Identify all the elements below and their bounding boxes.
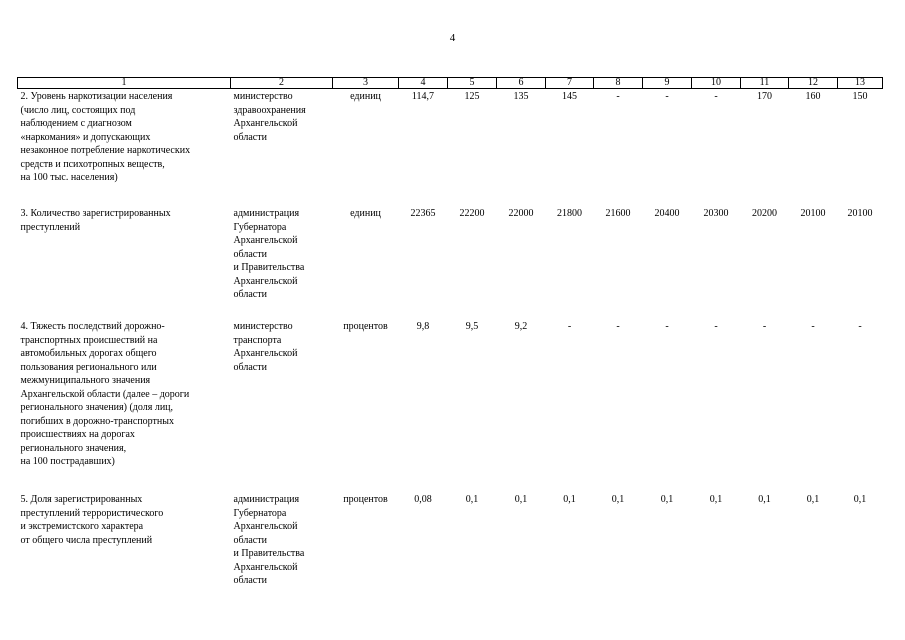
responsible-cell-line: Архангельской (233, 561, 298, 573)
value-cell: 150 (852, 91, 868, 102)
responsible-cell-line: транспорта (233, 334, 282, 346)
indicator-cell-line: преступлений террористического (20, 507, 164, 519)
table-row (18, 89, 883, 208)
responsible-cell-line: администрация (233, 494, 300, 505)
header-cell: 10 (692, 78, 741, 89)
indicator-cell (18, 207, 231, 320)
value-cell: 0,08 (414, 494, 432, 505)
header-row (18, 78, 883, 89)
value-cell: 22000 (508, 208, 534, 219)
value-cell: - (858, 321, 862, 332)
header-cell: 11 (741, 78, 789, 89)
value-cell: - (714, 91, 718, 102)
value-cell: - (665, 91, 669, 102)
value-cell: 0,1 (611, 494, 625, 505)
responsible-cell (231, 89, 333, 208)
value-cell: - (811, 321, 815, 332)
value-cell: 0,1 (514, 494, 528, 505)
header-cell: 4 (399, 78, 448, 89)
header-cell: 7 (546, 78, 594, 89)
table-row (18, 207, 883, 320)
indicator-cell (18, 320, 231, 493)
indicator-cell-line: регионального значения, (20, 442, 127, 454)
indicator-cell-line: на 100 пострадавших) (20, 456, 115, 467)
table-row (18, 493, 883, 593)
responsible-cell-line: области (233, 575, 267, 586)
value-cell: 22200 (459, 208, 485, 219)
indicator-cell-line: Архангельской области (далее – дороги (20, 388, 190, 400)
responsible-cell-line: министерство (233, 321, 293, 332)
responsible-cell-line: области (233, 534, 267, 546)
header-cell: 3 (333, 78, 399, 89)
value-cell: 20200 (752, 208, 777, 219)
indicator-cell-line: наблюдением с диагнозом (20, 118, 132, 129)
responsible-cell-line: Губернатора (233, 507, 287, 519)
value-cell: 160 (805, 91, 821, 102)
indicator-cell-line: 5. Доля зарегистрированных (20, 494, 143, 505)
header-cell: 8 (594, 78, 643, 89)
indicator-cell-line: преступлений (20, 221, 81, 233)
indicator-cell-line: 2. Уровень наркотизации населения (20, 91, 173, 102)
unit-cell: единиц (350, 91, 381, 102)
value-cell: 0,1 (465, 494, 479, 505)
responsible-cell-line: здравоохранения (233, 104, 306, 116)
unit-cell: процентов (343, 494, 388, 505)
value-cell: 125 (464, 91, 480, 102)
responsible-cell-line: области (233, 248, 267, 260)
indicators-table (17, 77, 883, 593)
value-cell: 20300 (703, 208, 729, 219)
value-cell: 0,1 (806, 494, 820, 505)
indicator-cell-line: (число лиц, состоящих под (20, 104, 136, 116)
responsible-cell-line: и Правительства (233, 262, 305, 273)
unit-cell: единиц (350, 208, 381, 219)
value-cell: - (714, 321, 718, 332)
value-cell: 20100 (847, 208, 873, 219)
indicator-cell-line: на 100 тыс. населения) (20, 172, 118, 183)
responsible-cell (231, 493, 333, 593)
indicator-cell-line: регионального значения) (доля лиц, (20, 402, 174, 413)
indicator-cell-line: незаконное потребление наркотических (20, 145, 191, 156)
value-cell: 9,5 (465, 321, 479, 332)
indicator-cell-line: автомобильных дорогах общего (20, 348, 157, 359)
indicator-cell-line: и экстремистского характера (20, 521, 144, 532)
value-cell: 0,1 (563, 494, 576, 505)
value-cell: 0,1 (758, 494, 771, 505)
value-cell: 170 (757, 91, 772, 102)
value-cell: 145 (562, 91, 577, 102)
unit-cell: процентов (343, 321, 388, 332)
value-cell: 0,1 (709, 494, 723, 505)
responsible-cell-line: Архангельской (233, 521, 298, 532)
indicator-cell-line: от общего числа преступлений (20, 534, 153, 546)
indicator-cell-line: происшествиях на дорогах (20, 429, 135, 440)
header-cell: 9 (643, 78, 692, 89)
header-cell: 6 (497, 78, 546, 89)
responsible-cell-line: Губернатора (233, 221, 287, 233)
table-row (18, 320, 883, 493)
responsible-cell-line: области (233, 361, 267, 373)
value-cell: 135 (513, 91, 529, 102)
value-cell: - (616, 321, 620, 332)
value-cell: 0,1 (853, 494, 867, 505)
responsible-cell-line: Архангельской (233, 275, 298, 287)
header-cell: 5 (448, 78, 497, 89)
responsible-cell-line: министерство (233, 91, 293, 102)
value-cell: - (665, 321, 669, 332)
responsible-cell-line: Архангельской (233, 118, 298, 129)
page-number: 4 (449, 32, 456, 44)
indicator-cell (18, 89, 231, 208)
header-cell: 2 (231, 78, 333, 89)
indicator-cell-line: «наркомания» и допускающих (20, 131, 151, 143)
value-cell: - (567, 321, 572, 332)
responsible-cell-line: администрация (233, 208, 300, 219)
indicator-cell-line: межмуниципального значения (20, 375, 151, 386)
indicator-cell-line: погибших в дорожно-транспортных (20, 415, 174, 427)
value-cell: 21600 (605, 208, 631, 219)
value-cell: 114,7 (411, 91, 435, 102)
responsible-cell-line: Архангельской (233, 348, 298, 359)
value-cell: 22365 (410, 208, 436, 219)
indicator-cell-line: пользования регионального или (20, 361, 157, 373)
header-cell: 12 (789, 78, 838, 89)
responsible-cell-line: и Правительства (233, 548, 305, 559)
value-cell: - (762, 321, 767, 332)
indicator-cell-line: транспортных происшествий на (20, 334, 158, 346)
responsible-cell-line: области (233, 289, 267, 300)
indicator-cell-line: средств и психотропных веществ, (20, 158, 165, 170)
responsible-cell-line: Архангельской (233, 235, 298, 246)
value-cell: 21800 (557, 208, 582, 219)
indicator-cell-line: 3. Количество зарегистрированных (20, 208, 171, 219)
value-cell: 20400 (654, 208, 680, 219)
header-cell: 1 (18, 78, 231, 89)
value-cell: 20100 (800, 208, 826, 219)
value-cell: 9,2 (514, 321, 528, 332)
value-cell: 9,8 (416, 321, 430, 332)
responsible-cell (231, 207, 333, 320)
value-cell: - (616, 91, 620, 102)
responsible-cell (231, 320, 333, 493)
value-cell: 0,1 (660, 494, 674, 505)
indicator-cell-line: 4. Тяжесть последствий дорожно- (20, 321, 165, 332)
indicator-cell (18, 493, 231, 593)
responsible-cell-line: области (233, 131, 267, 143)
header-cell: 13 (838, 78, 883, 89)
